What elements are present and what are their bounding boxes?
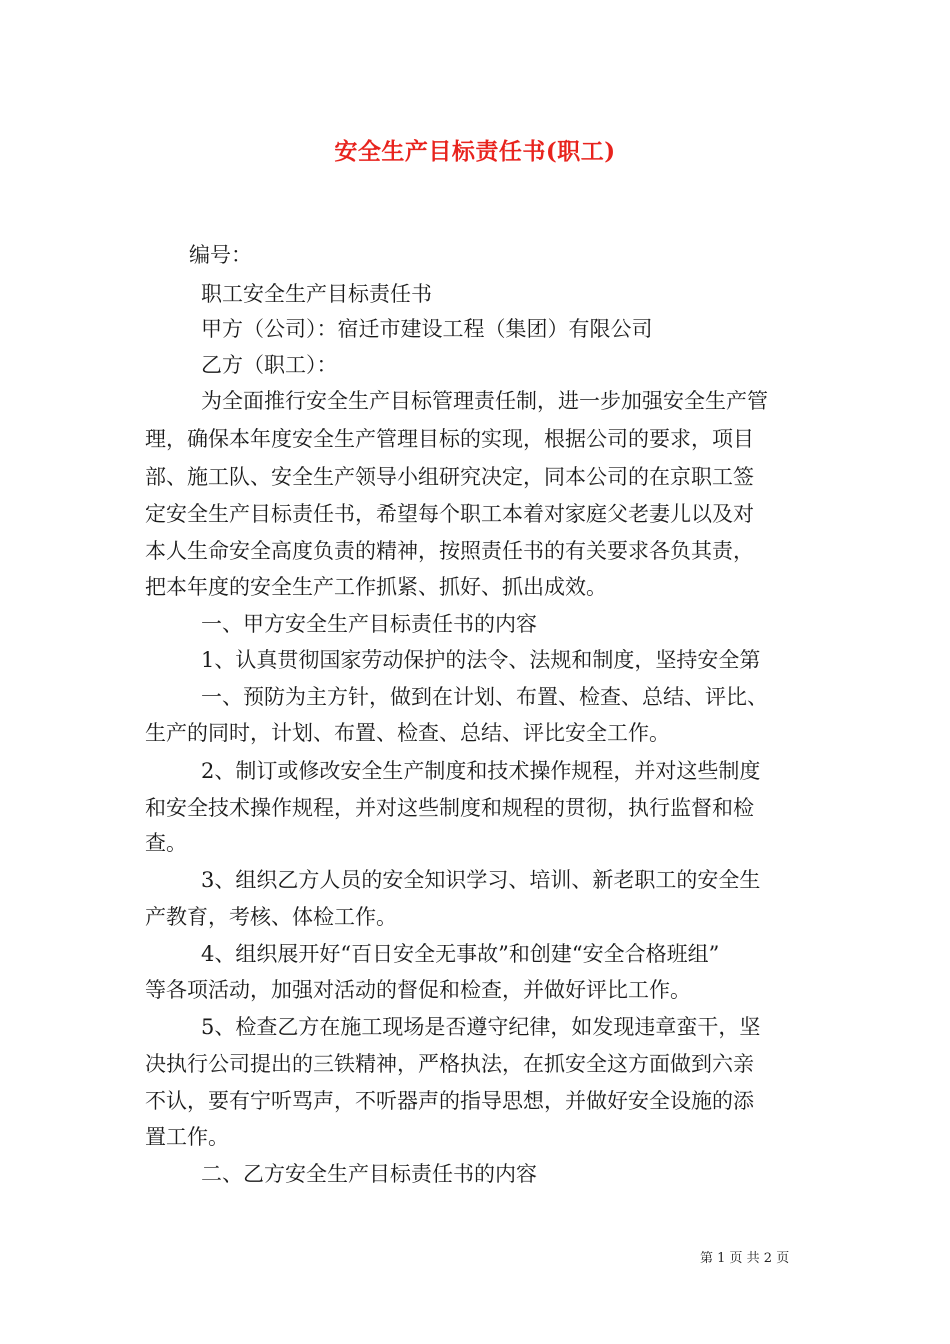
- list-item-line: 5、检查乙方在施工现场是否遵守纪律，如发现违章蛮干，坚: [201, 1015, 761, 1039]
- list-item-line: 查。: [145, 831, 187, 855]
- list-item-line: 置工作。: [145, 1125, 229, 1149]
- list-item-line: 3、组织乙方人员的安全知识学习、培训、新老职工的安全生: [201, 868, 761, 892]
- page-indicator: 第 1 页 共 2 页: [700, 1251, 790, 1266]
- section-heading: 二、乙方安全生产目标责任书的内容: [201, 1162, 537, 1186]
- paragraph-line: 把本年度的安全生产工作抓紧、抓好、抓出成效。: [145, 575, 607, 599]
- paragraph-line: 理，确保本年度安全生产管理目标的实现，根据公司的要求，项目: [145, 427, 754, 451]
- serial-number-label: 编号：: [189, 243, 252, 267]
- list-item-line: 4、组织展开好“百日安全无事故”和创建“安全合格班组”: [201, 942, 720, 966]
- list-item-line: 等各项活动，加强对活动的督促和检查，并做好评比工作。: [145, 978, 691, 1002]
- list-item-line: 1、认真贯彻国家劳动保护的法令、法规和制度，坚持安全第: [201, 648, 761, 672]
- section-heading: 一、甲方安全生产目标责任书的内容: [201, 612, 537, 636]
- list-item-line: 不认，要有宁听骂声，不听器声的指导思想，并做好安全设施的添: [145, 1089, 754, 1113]
- paragraph-line: 为全面推行安全生产目标管理责任制，进一步加强安全生产管: [201, 389, 768, 413]
- paragraph-line: 定安全生产目标责任书，希望每个职工本着对家庭父老妻儿以及对: [145, 502, 754, 526]
- document-subtitle: 职工安全生产目标责任书: [201, 282, 432, 306]
- list-item-line: 和安全技术操作规程，并对这些制度和规程的贯彻，执行监督和检: [145, 796, 754, 820]
- list-item-line: 产教育，考核、体检工作。: [145, 905, 397, 929]
- paragraph-line: 部、施工队、安全生产领导小组研究决定，同本公司的在京职工签: [145, 465, 754, 489]
- paragraph-line: 本人生命安全高度负责的精神，按照责任书的有关要求各负其责，: [145, 539, 754, 563]
- list-item-line: 决执行公司提出的三铁精神，严格执法，在抓安全这方面做到六亲: [145, 1052, 754, 1076]
- list-item-line: 生产的同时，计划、布置、检查、总结、评比安全工作。: [145, 721, 670, 745]
- party-b-line: 乙方（职工）：: [201, 353, 338, 377]
- document-title: 安全生产目标责任书(职工): [334, 138, 616, 165]
- party-a-line: 甲方（公司）：宿迁市建设工程（集团）有限公司: [201, 317, 653, 341]
- list-item-line: 2、制订或修改安全生产制度和技术操作规程，并对这些制度: [201, 759, 761, 783]
- list-item-line: 一、预防为主方针，做到在计划、布置、检查、总结、评比、: [201, 685, 768, 709]
